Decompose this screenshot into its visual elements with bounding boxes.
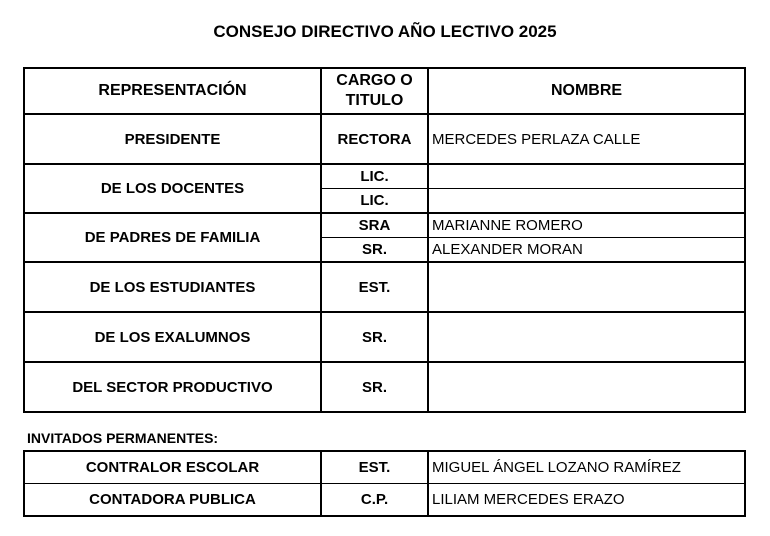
rep-contralor: CONTRALOR ESCOLAR bbox=[24, 451, 321, 484]
nombre-presidente: MERCEDES PERLAZA CALLE bbox=[428, 114, 745, 164]
header-nombre: NOMBRE bbox=[428, 68, 745, 114]
rep-productivo: DEL SECTOR PRODUCTIVO bbox=[24, 362, 321, 412]
rep-presidente: PRESIDENTE bbox=[24, 114, 321, 164]
nombre-padres-1: MARIANNE ROMERO bbox=[428, 213, 745, 238]
row-estudiantes bbox=[24, 262, 745, 312]
row-contralor bbox=[24, 451, 745, 484]
rep-padres: DE PADRES DE FAMILIA bbox=[24, 213, 321, 262]
row-contadora bbox=[24, 484, 745, 517]
nombre-productivo bbox=[428, 362, 745, 412]
nombre-padres-2: ALEXANDER MORAN bbox=[428, 238, 745, 263]
nombre-contadora: LILIAM MERCEDES ERAZO bbox=[428, 484, 745, 517]
nombre-exalumnos bbox=[428, 312, 745, 362]
row-padres-1 bbox=[24, 213, 745, 238]
cargo-contralor: EST. bbox=[321, 451, 428, 484]
cargo-exalumnos: SR. bbox=[321, 312, 428, 362]
nombre-docentes-1 bbox=[428, 164, 745, 189]
header-representacion: REPRESENTACIÓN bbox=[24, 68, 321, 114]
table-header-row bbox=[24, 68, 745, 114]
row-presidente bbox=[24, 114, 745, 164]
nombre-contralor: MIGUEL ÁNGEL LOZANO RAMÍREZ bbox=[428, 451, 745, 484]
cargo-docentes-2: LIC. bbox=[321, 189, 428, 214]
rep-contadora: CONTADORA PUBLICA bbox=[24, 484, 321, 517]
row-docentes-1 bbox=[24, 164, 745, 189]
cargo-estudiantes: EST. bbox=[321, 262, 428, 312]
invitados-label: INVITADOS PERMANENTES: bbox=[27, 430, 219, 446]
cargo-contadora: C.P. bbox=[321, 484, 428, 517]
council-table bbox=[23, 67, 746, 413]
row-exalumnos bbox=[24, 312, 745, 362]
cargo-padres-2: SR. bbox=[321, 238, 428, 263]
rep-estudiantes: DE LOS ESTUDIANTES bbox=[24, 262, 321, 312]
rep-docentes: DE LOS DOCENTES bbox=[24, 164, 321, 213]
nombre-estudiantes bbox=[428, 262, 745, 312]
cargo-productivo: SR. bbox=[321, 362, 428, 412]
header-cargo: CARGO O TITULO bbox=[321, 68, 428, 114]
invitados-table bbox=[23, 450, 746, 517]
document-title: CONSEJO DIRECTIVO AÑO LECTIVO 2025 bbox=[213, 22, 557, 41]
cargo-padres-1: SRA bbox=[321, 213, 428, 238]
cargo-docentes-1: LIC. bbox=[321, 164, 428, 189]
cargo-presidente: RECTORA bbox=[321, 114, 428, 164]
row-productivo bbox=[24, 362, 745, 412]
rep-exalumnos: DE LOS EXALUMNOS bbox=[24, 312, 321, 362]
nombre-docentes-2 bbox=[428, 189, 745, 214]
